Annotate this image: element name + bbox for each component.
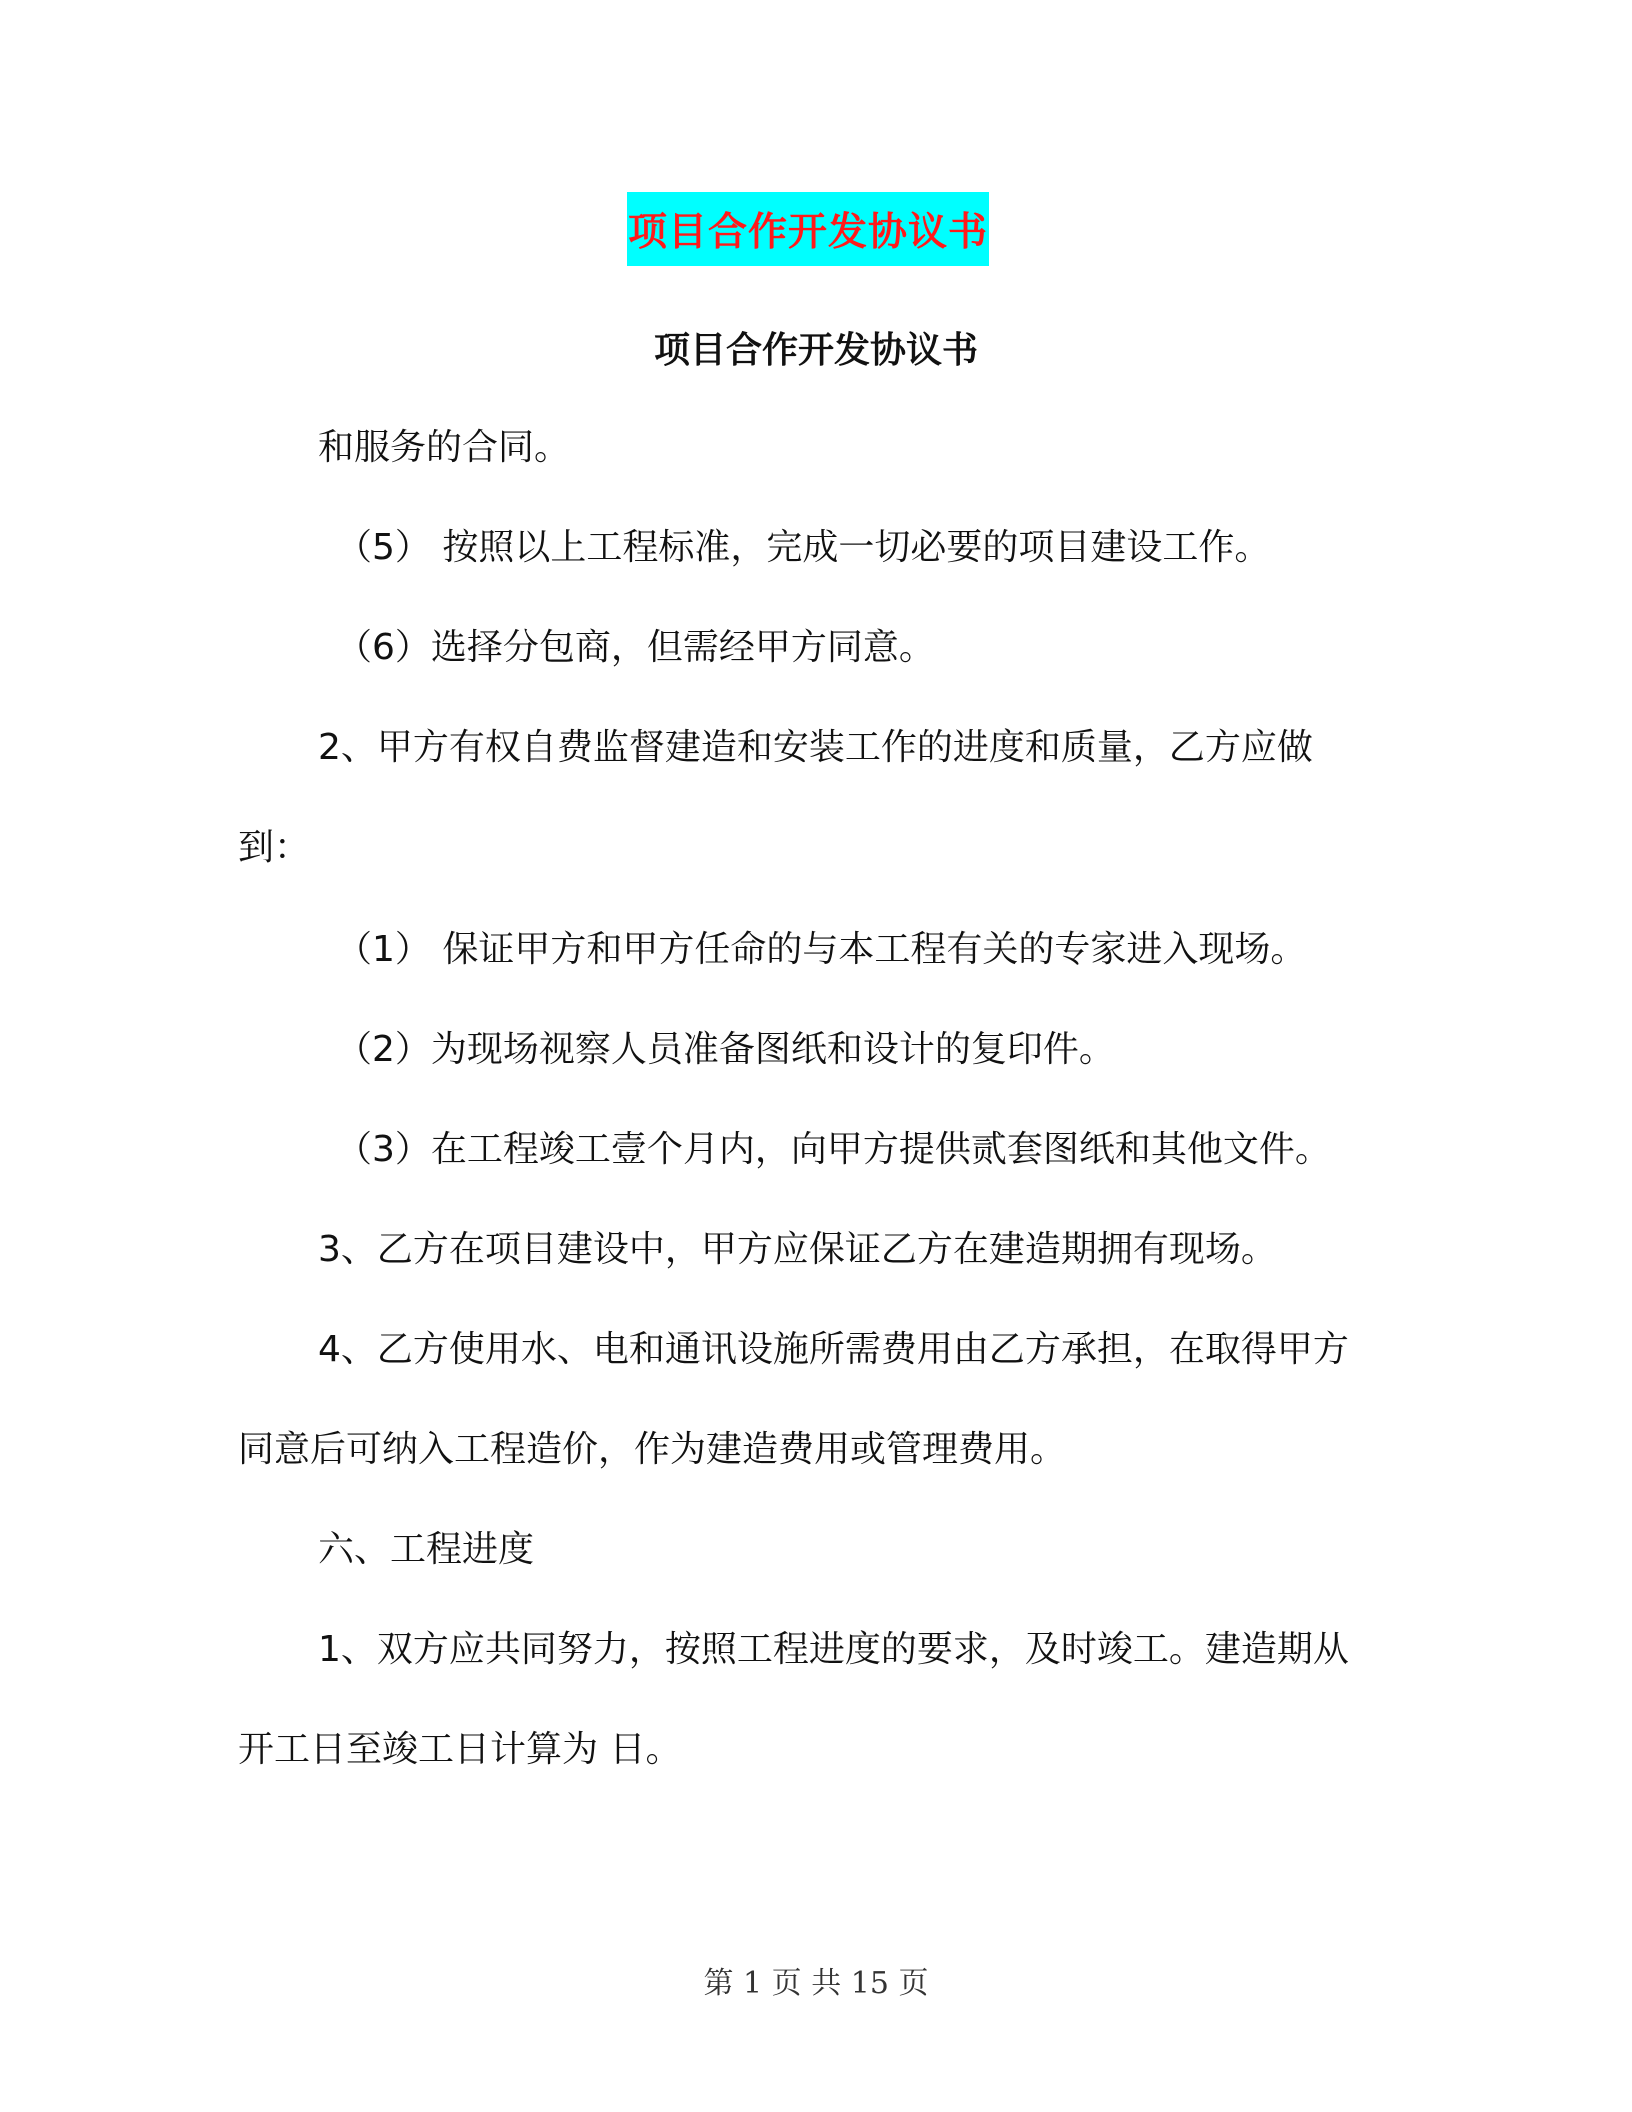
- paragraph-line: 4、乙方使用水、电和通讯设施所需费用由乙方承担，在取得甲方: [318, 1329, 1349, 1370]
- paragraph-line: 到：: [238, 827, 311, 868]
- paragraph-line: 2、甲方有权自费监督建造和安装工作的进度和质量，乙方应做: [318, 727, 1313, 768]
- paragraph-line: 同意后可纳入工程造价，作为建造费用或管理费用。: [238, 1429, 1067, 1470]
- paragraph-line: 1、双方应共同努力，按照工程进度的要求，及时竣工。建造期从: [318, 1629, 1349, 1670]
- section-heading: 六、工程进度: [318, 1529, 535, 1570]
- paragraph-line: 3、乙方在项目建设中，甲方应保证乙方在建造期拥有现场。: [318, 1229, 1277, 1270]
- paragraph-line: （3）在工程竣工壹个月内，向甲方提供贰套图纸和其他文件。: [336, 1129, 1331, 1170]
- paragraph-line: （2）为现场视察人员准备图纸和设计的复印件。: [336, 1029, 1115, 1070]
- paragraph-line: （1） 保证甲方和甲方任命的与本工程有关的专家进入现场。: [336, 929, 1307, 970]
- paragraph-line: （5） 按照以上工程标准，完成一切必要的项目建设工作。: [336, 527, 1271, 568]
- paragraph-line: 和服务的合同。: [318, 427, 571, 468]
- highlighted-title: 项目合作开发协议书: [627, 192, 989, 266]
- page-footer: 第 1 页 共 15 页: [703, 1966, 929, 2001]
- document-subtitle: 项目合作开发协议书: [653, 330, 978, 371]
- paragraph-line: （6）选择分包商，但需经甲方同意。: [336, 627, 935, 668]
- paragraph-line: 开工日至竣工日计算为 日。: [238, 1729, 682, 1770]
